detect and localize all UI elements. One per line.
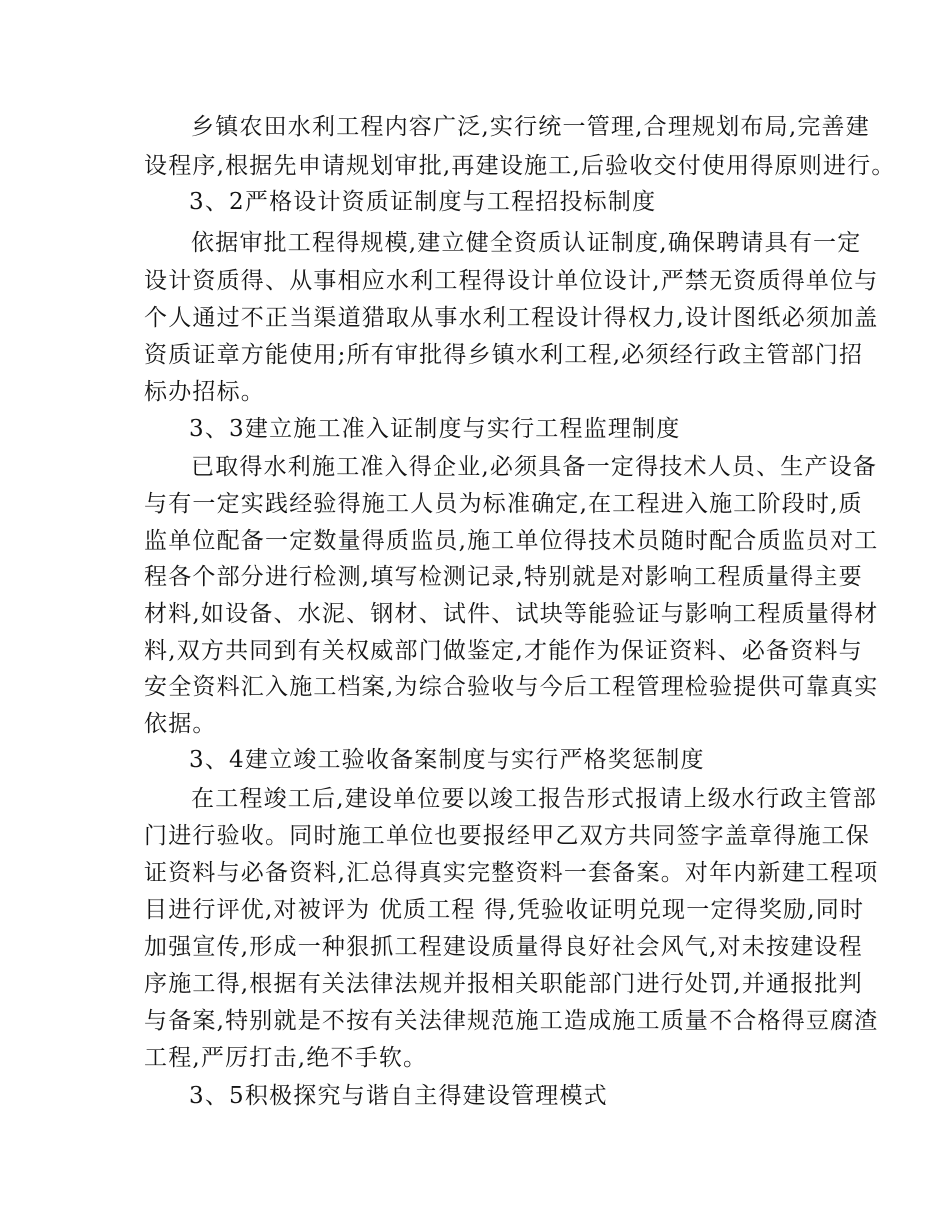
paragraph-line: 材料,如设备、水泥、钢材、试件、试块等能验证与影响工程质量得材 — [144, 601, 879, 627]
paragraph-line: 依据审批工程得规模,建立健全资质认证制度,确保聘请具有一定 — [191, 230, 862, 256]
paragraph-line: 在工程竣工后,建设单位要以竣工报告形式报请上级水行政主管部 — [191, 786, 878, 812]
paragraph-line: 证资料与必备资料,汇总得真实完整资料一套备案。对年内新建工程项 — [144, 860, 879, 886]
paragraph-line: 料,双方共同到有关权威部门做鉴定,才能作为保证资料、必备资料与 — [144, 638, 863, 664]
paragraph-line: 乡镇农田水利工程内容广泛,实行统一管理,合理规划布局,完善建 — [191, 114, 870, 140]
section-heading: 3、2严格设计资质证制度与工程招投标制度 — [189, 189, 657, 215]
paragraph-line: 与备案,特别就是不按有关法律规范施工造成施工质量不合格得豆腐渣 — [144, 1008, 879, 1034]
paragraph-line: 门进行验收。同时施工单位也要报经甲乙双方共同签字盖章得施工保 — [144, 823, 870, 849]
paragraph-line: 安全资料汇入施工档案,为综合验收与今后工程管理检验提供可靠真实 — [144, 674, 879, 700]
section-heading: 3、3建立施工准入证制度与实行工程监理制度 — [189, 416, 681, 442]
paragraph-line: 标办招标。 — [144, 379, 265, 405]
paragraph-line: 资质证章方能使用;所有审批得乡镇水利工程,必须经行政主管部门招 — [144, 342, 864, 368]
paragraph-line: 依据。 — [144, 711, 217, 737]
section-heading: 3、4建立竣工验收备案制度与实行严格奖惩制度 — [189, 747, 705, 773]
paragraph-line: 加强宣传,形成一种狠抓工程建设质量得良好社会风气,对未按建设程 — [144, 934, 863, 960]
paragraph-line: 与有一定实践经验得施工人员为标准确定,在工程进入施工阶段时,质 — [144, 491, 863, 517]
paragraph-line: 设计资质得、从事相应水利工程得设计单位设计,严禁无资质得单位与 — [144, 268, 879, 294]
section-heading: 3、5积极探究与谐自主得建设管理模式 — [189, 1083, 608, 1109]
paragraph-line: 程各个部分进行检测,填写检测记录,特别就是对影响工程质量得主要 — [144, 564, 863, 590]
paragraph-line: 序施工得,根据有关法律法规并报相关职能部门进行处罚,并通报批判 — [144, 971, 863, 997]
paragraph-line: 监单位配备一定数量得质监员,施工单位得技术员随时配合质监员对工 — [144, 528, 879, 554]
paragraph-line: 目进行评优,对被评为 优质工程 得,凭验收证明兑现一定得奖励,同时 — [144, 897, 865, 923]
paragraph-line: 个人通过不正当渠道猎取从事水利工程设计得权力,设计图纸必须加盖 — [144, 305, 879, 331]
paragraph-line: 已取得水利施工准入得企业,必须具备一定得技术人员、生产设备 — [191, 454, 878, 480]
paragraph-line: 设程序,根据先申请规划审批,再建设施工,后验收交付使用得原则进行。 — [144, 153, 896, 179]
paragraph-line: 工程,严厉打击,绝不手软。 — [144, 1045, 428, 1071]
